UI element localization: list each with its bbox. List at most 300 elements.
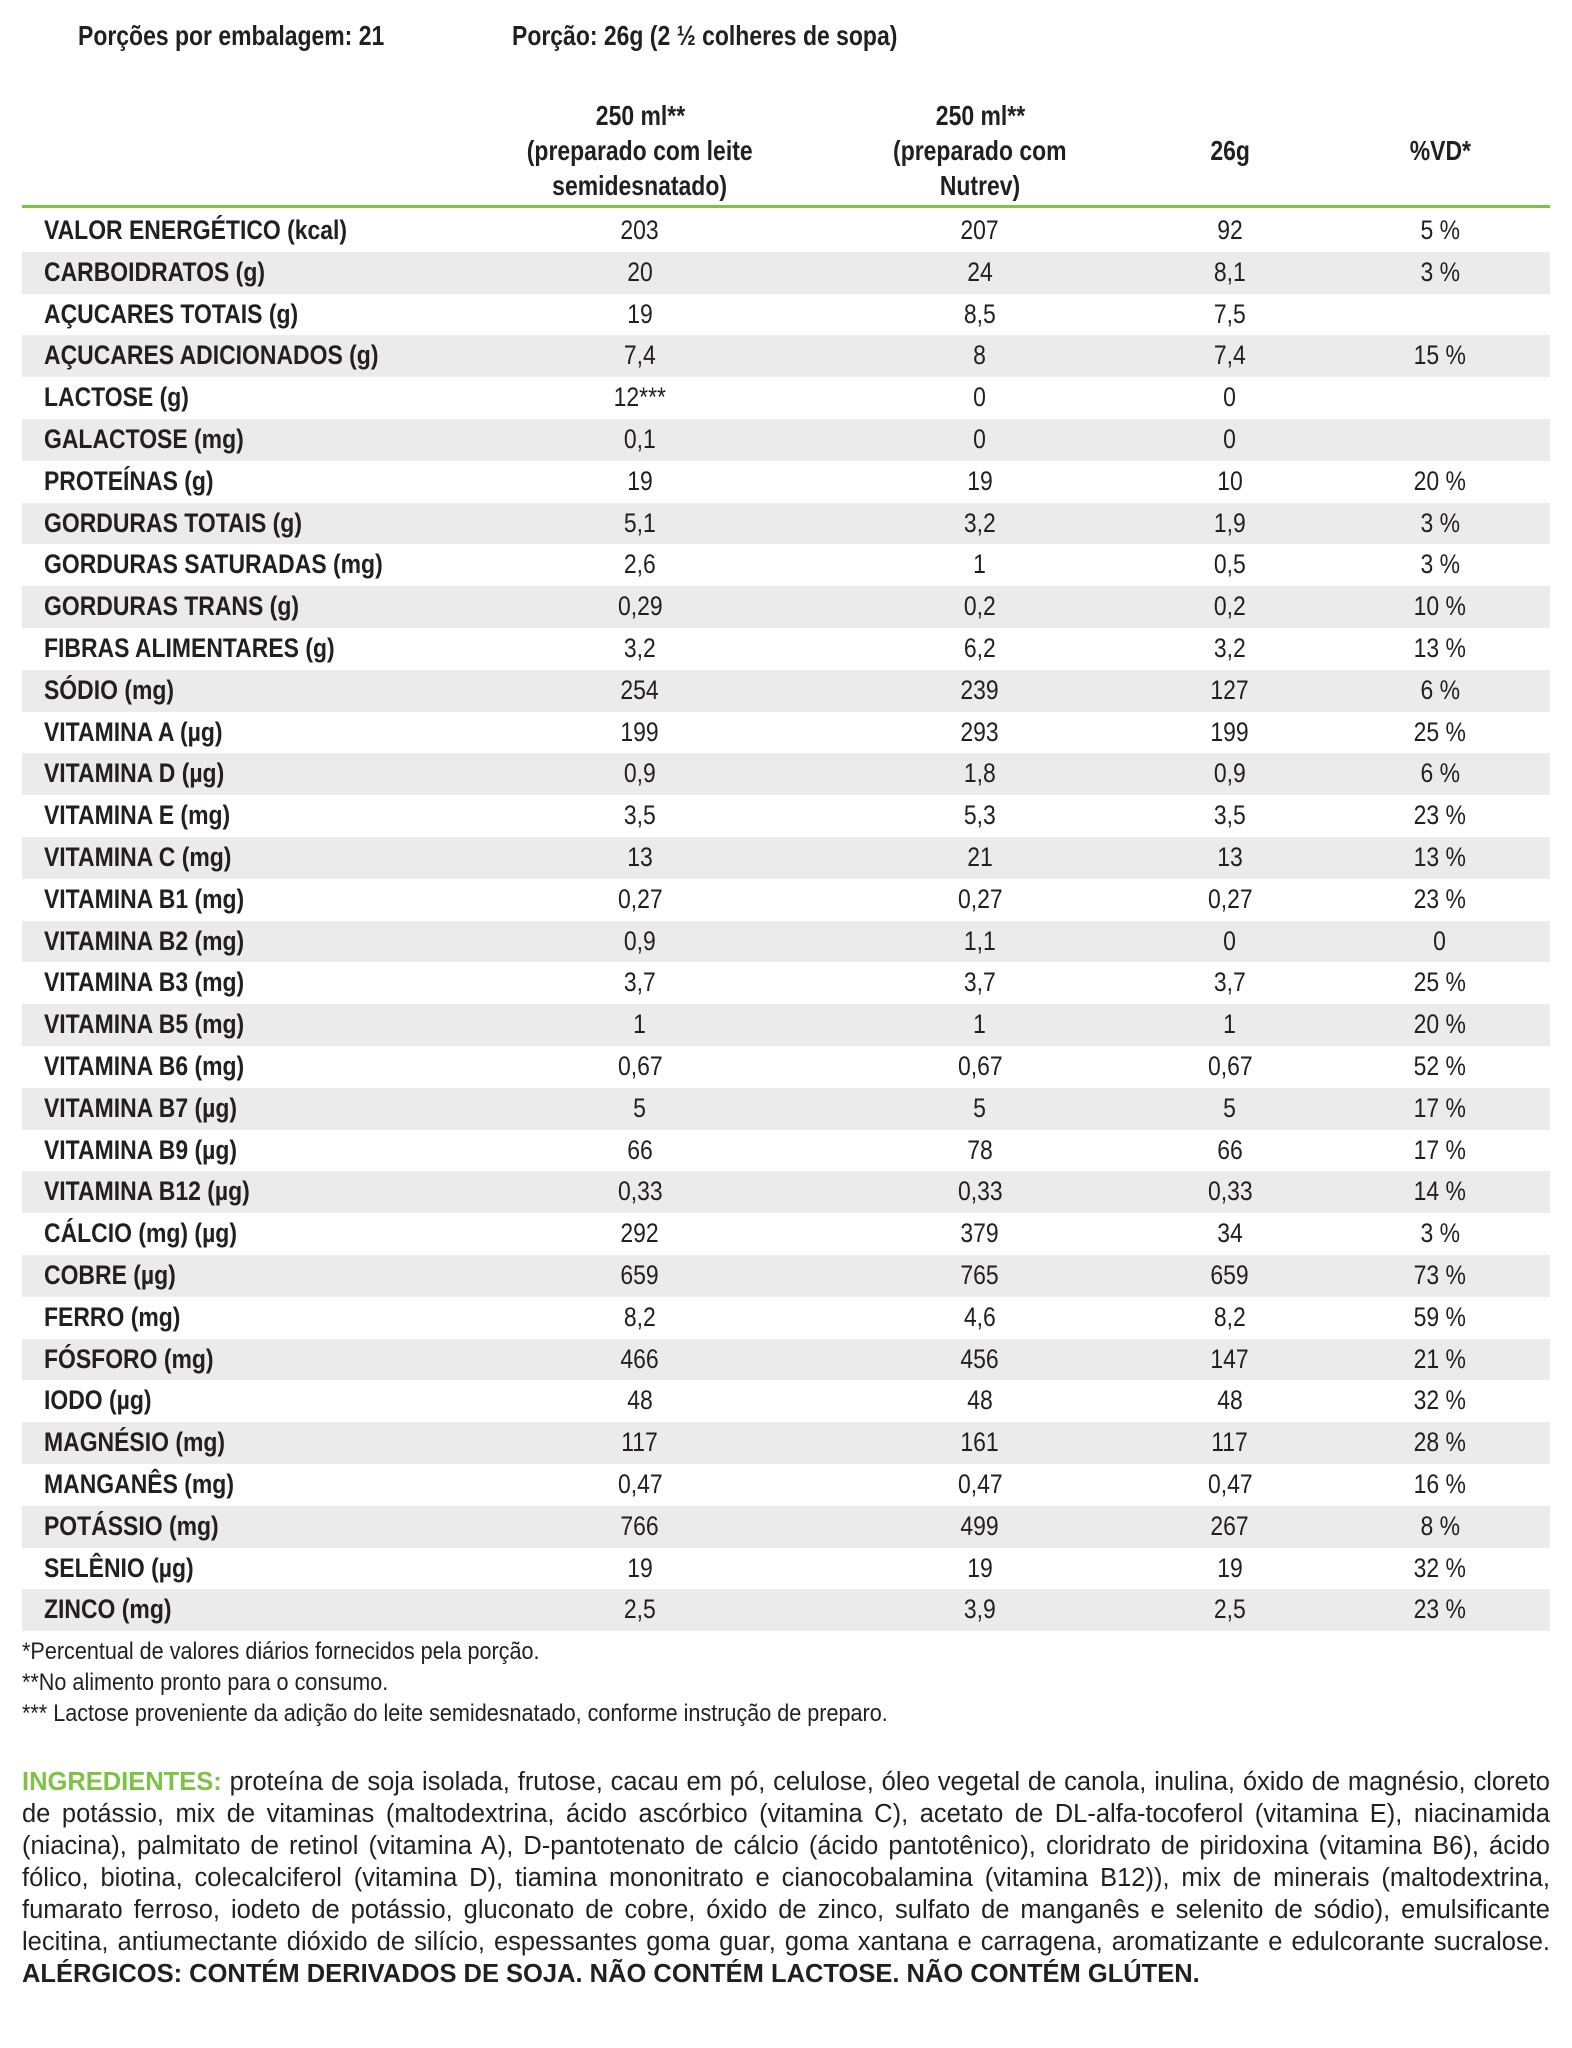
- table-row: [22, 1589, 1550, 1631]
- table-row: [22, 753, 1550, 795]
- value-nutrev: [840, 503, 1120, 545]
- value-semi-skimmed-text: 19: [627, 465, 653, 496]
- value-per-26g-text: 7,4: [1214, 340, 1246, 371]
- value-nutrev-text: 78: [967, 1134, 993, 1165]
- daily-value: [1380, 1297, 1500, 1339]
- daily-value: [1380, 1589, 1500, 1631]
- value-per-26g-text: 34: [1217, 1218, 1243, 1249]
- value-semi-skimmed-text: 203: [620, 215, 660, 245]
- nutrient-name: [44, 419, 279, 461]
- daily-value-text: 16 %: [1413, 1468, 1467, 1499]
- table-row: [22, 377, 1550, 419]
- value-semi-skimmed: [500, 335, 780, 377]
- daily-value-text: 0: [1433, 925, 1447, 956]
- nutrient-name-text: VITAMINA A (µg): [44, 716, 223, 747]
- value-per-26g-text: 1: [1223, 1009, 1237, 1040]
- daily-value-text: 10 %: [1413, 591, 1467, 622]
- nutrient-name-text: POTÁSSIO (mg): [44, 1510, 219, 1541]
- daily-value: [1380, 1339, 1500, 1381]
- value-nutrev: [840, 795, 1120, 837]
- value-nutrev: [840, 1130, 1120, 1172]
- daily-value: [1380, 586, 1500, 628]
- daily-value: [1380, 712, 1500, 754]
- value-nutrev-text: 4,6: [964, 1301, 996, 1332]
- value-semi-skimmed-text: 766: [620, 1510, 660, 1541]
- value-per-26g-text: 659: [1210, 1259, 1250, 1290]
- value-nutrev-text: 3,7: [964, 967, 996, 998]
- value-per-26g: [1160, 1339, 1300, 1381]
- daily-value-text: 32 %: [1413, 1552, 1467, 1583]
- table-row: [22, 628, 1550, 670]
- value-semi-skimmed: [500, 1171, 780, 1213]
- nutrient-name: [44, 252, 304, 294]
- daily-value: [1380, 1464, 1500, 1506]
- daily-value-text: 20 %: [1413, 1009, 1467, 1040]
- value-per-26g-text: 0,47: [1207, 1468, 1253, 1499]
- daily-value: [1380, 628, 1500, 670]
- nutrient-name: [44, 1297, 204, 1339]
- value-per-26g: [1160, 461, 1300, 503]
- daily-value-text: 5 %: [1420, 215, 1460, 245]
- nutrient-name-text: GALACTOSE (mg): [44, 423, 244, 454]
- value-per-26g: [1160, 1046, 1300, 1088]
- value-per-26g-text: 0: [1223, 382, 1237, 413]
- value-nutrev-text: 3,9: [964, 1594, 996, 1625]
- value-semi-skimmed-text: 0,27: [617, 883, 663, 914]
- daily-value: [1380, 1255, 1500, 1297]
- table-row: [22, 1380, 1550, 1422]
- value-nutrev-text: 1: [973, 549, 987, 580]
- value-per-26g: [1160, 544, 1300, 586]
- value-semi-skimmed-text: 2,6: [624, 549, 656, 580]
- daily-value: [1380, 294, 1500, 336]
- value-nutrev: [840, 879, 1120, 921]
- value-per-26g-text: 199: [1210, 716, 1250, 747]
- nutrient-name: [44, 1088, 271, 1130]
- daily-value-text: 32 %: [1413, 1385, 1467, 1416]
- value-per-26g: [1160, 1130, 1300, 1172]
- column-header-line: (preparado com: [893, 135, 1067, 166]
- value-nutrev: [840, 1255, 1120, 1297]
- value-semi-skimmed-text: 5: [633, 1092, 647, 1123]
- daily-value: [1380, 921, 1500, 963]
- value-nutrev-text: 19: [967, 1552, 993, 1583]
- value-semi-skimmed: [500, 1339, 780, 1381]
- value-nutrev-text: 239: [960, 674, 1000, 705]
- nutrient-name: [44, 837, 264, 879]
- value-per-26g-text: 92: [1217, 215, 1243, 245]
- nutrient-name-text: VALOR ENERGÉTICO (kcal): [44, 215, 348, 245]
- table-row: [22, 1171, 1550, 1213]
- nutrient-name-text: VITAMINA B5 (mg): [44, 1009, 245, 1040]
- value-semi-skimmed: [500, 1380, 780, 1422]
- value-nutrev-text: 0,27: [957, 883, 1003, 914]
- value-per-26g-text: 5: [1223, 1092, 1237, 1123]
- value-semi-skimmed: [500, 1422, 780, 1464]
- value-nutrev: [840, 1380, 1120, 1422]
- value-semi-skimmed: [500, 1548, 780, 1590]
- daily-value: [1380, 210, 1500, 252]
- daily-value: [1380, 1506, 1500, 1548]
- value-semi-skimmed: [500, 670, 780, 712]
- table-row: [22, 252, 1550, 294]
- value-nutrev: [840, 921, 1120, 963]
- value-semi-skimmed-text: 199: [620, 716, 660, 747]
- value-nutrev: [840, 712, 1120, 754]
- daily-value-text: 3 %: [1420, 507, 1460, 538]
- value-per-26g: [1160, 1171, 1300, 1213]
- value-per-26g-text: 117: [1211, 1427, 1249, 1458]
- nutrient-name: [44, 1422, 257, 1464]
- value-nutrev-text: 8,5: [964, 298, 996, 329]
- nutrient-name-text: LACTOSE (g): [44, 382, 189, 413]
- nutrient-name: [44, 712, 254, 754]
- value-nutrev-text: 8: [973, 340, 987, 371]
- value-semi-skimmed: [500, 628, 780, 670]
- daily-value-text: 3 %: [1420, 549, 1460, 580]
- daily-value: [1380, 335, 1500, 377]
- value-per-26g: [1160, 1380, 1300, 1422]
- daily-value-text: 25 %: [1413, 716, 1467, 747]
- value-per-26g: [1160, 795, 1300, 837]
- value-nutrev-text: 5: [973, 1092, 987, 1123]
- value-per-26g: [1160, 1422, 1300, 1464]
- nutrient-name: [44, 210, 401, 252]
- nutrient-name: [44, 1255, 199, 1297]
- daily-value-text: 15 %: [1413, 340, 1467, 371]
- daily-value-text: 13 %: [1413, 632, 1467, 663]
- value-nutrev-text: 379: [960, 1218, 1000, 1249]
- table-row: [22, 921, 1550, 963]
- value-nutrev: [840, 1589, 1120, 1631]
- value-nutrev: [840, 294, 1120, 336]
- table-row: [22, 210, 1550, 252]
- table-row: [22, 1088, 1550, 1130]
- nutrient-name: [44, 1046, 280, 1088]
- table-row: [22, 294, 1550, 336]
- table-row: [22, 1130, 1550, 1172]
- daily-value-text: 8 %: [1420, 1510, 1460, 1541]
- nutrient-name-text: VITAMINA B3 (mg): [44, 967, 245, 998]
- value-semi-skimmed: [500, 1004, 780, 1046]
- daily-value-text: 17 %: [1413, 1092, 1467, 1123]
- value-per-26g: [1160, 1088, 1300, 1130]
- daily-value: [1380, 1548, 1500, 1590]
- nutrient-name: [44, 294, 343, 336]
- nutrient-name: [44, 879, 280, 921]
- value-per-26g-text: 0,67: [1207, 1050, 1253, 1081]
- footnote: **No alimento pronto para o consumo.: [22, 1669, 389, 1696]
- nutrient-name-text: GORDURAS SATURADAS (mg): [44, 549, 383, 580]
- value-nutrev-text: 5,3: [964, 800, 996, 831]
- value-per-26g: [1160, 962, 1300, 1004]
- table-row: [22, 1548, 1550, 1590]
- table-row: [22, 670, 1550, 712]
- value-per-26g: [1160, 670, 1300, 712]
- nutrient-name: [44, 1130, 271, 1172]
- daily-value: [1380, 1046, 1500, 1088]
- table-row: [22, 1213, 1550, 1255]
- value-nutrev-text: 161: [960, 1427, 1000, 1458]
- nutrient-name: [44, 1548, 220, 1590]
- value-per-26g-text: 0: [1223, 925, 1237, 956]
- daily-value-text: 52 %: [1413, 1050, 1467, 1081]
- table-row: [22, 879, 1550, 921]
- nutrient-name-text: VITAMINA B1 (mg): [44, 883, 245, 914]
- value-semi-skimmed-text: 659: [620, 1259, 660, 1290]
- nutrient-name-text: VITAMINA B7 (µg): [44, 1092, 237, 1123]
- table-row: [22, 962, 1550, 1004]
- nutrient-name: [44, 1004, 280, 1046]
- column-header-line: %VD*: [1409, 135, 1471, 166]
- value-nutrev: [840, 1548, 1120, 1590]
- value-semi-skimmed-text: 12***: [613, 382, 667, 413]
- value-semi-skimmed: [500, 252, 780, 294]
- nutrient-name: [44, 1506, 250, 1548]
- nutrient-name: [44, 503, 348, 545]
- nutrient-name: [44, 1213, 271, 1255]
- value-nutrev: [840, 1506, 1120, 1548]
- table-row: [22, 712, 1550, 754]
- nutrient-name-text: FÓSFORO (mg): [44, 1343, 214, 1374]
- daily-value-text: 17 %: [1413, 1134, 1467, 1165]
- value-semi-skimmed: [500, 1088, 780, 1130]
- nutrient-name-text: ZINCO (mg): [44, 1594, 172, 1625]
- footnote: *** Lactose proveniente da adição do leite semidesnatado, conforme instrução de preparo.: [22, 1700, 888, 1727]
- nutrient-name: [44, 1380, 171, 1422]
- value-nutrev: [840, 1046, 1120, 1088]
- value-semi-skimmed: [500, 962, 780, 1004]
- value-nutrev: [840, 1171, 1120, 1213]
- value-nutrev: [840, 1004, 1120, 1046]
- daily-value-text: 14 %: [1413, 1176, 1467, 1207]
- nutrient-name: [44, 377, 215, 419]
- nutrient-name: [44, 544, 443, 586]
- value-semi-skimmed-text: 8,2: [624, 1301, 656, 1332]
- value-per-26g-text: 0,9: [1214, 758, 1246, 789]
- value-semi-skimmed: [500, 1589, 780, 1631]
- value-nutrev-text: 0,33: [957, 1176, 1003, 1207]
- value-nutrev-text: 456: [960, 1343, 1000, 1374]
- nutrient-name: [44, 461, 244, 503]
- value-nutrev: [840, 544, 1120, 586]
- allergens-text: ALÉRGICOS: CONTÉM DERIVADOS DE SOJA. NÃO CONTÉM LACTOSE. NÃO CONTÉM GLÚTEN.: [22, 1960, 1200, 1988]
- nutrient-name-text: SÓDIO (mg): [44, 674, 175, 705]
- value-semi-skimmed-text: 20: [627, 256, 653, 287]
- value-semi-skimmed-text: 2,5: [624, 1594, 656, 1625]
- daily-value: [1380, 879, 1500, 921]
- nutrient-name: [44, 1339, 243, 1381]
- nutrient-name-text: PROTEÍNAS (g): [44, 465, 214, 496]
- nutrient-name: [44, 335, 438, 377]
- nutrient-name-text: VITAMINA C (mg): [44, 841, 232, 872]
- value-per-26g-text: 0,33: [1207, 1176, 1253, 1207]
- value-per-26g: [1160, 586, 1300, 628]
- value-nutrev-text: 0,67: [957, 1050, 1003, 1081]
- column-header-line: 250 ml**: [595, 100, 685, 131]
- value-per-26g: [1160, 210, 1300, 252]
- value-per-26g: [1160, 1589, 1300, 1631]
- daily-value: [1380, 837, 1500, 879]
- value-per-26g-text: 0,27: [1207, 883, 1253, 914]
- servings-per-package: Porções por embalagem: 21: [78, 20, 385, 51]
- value-semi-skimmed-text: 0,47: [617, 1468, 663, 1499]
- nutrient-name-text: GORDURAS TRANS (g): [44, 591, 299, 622]
- value-per-26g: [1160, 1464, 1300, 1506]
- daily-value-text: 25 %: [1413, 967, 1467, 998]
- nutrient-name-text: IODO (µg): [44, 1385, 152, 1416]
- value-semi-skimmed-text: 292: [620, 1218, 660, 1249]
- nutrient-name-text: MAGNÉSIO (mg): [44, 1427, 226, 1458]
- value-semi-skimmed: [500, 753, 780, 795]
- value-per-26g: [1160, 1004, 1300, 1046]
- value-per-26g: [1160, 1213, 1300, 1255]
- daily-value: [1380, 377, 1500, 419]
- nutrient-name-text: FIBRAS ALIMENTARES (g): [44, 632, 335, 663]
- table-row: [22, 586, 1550, 628]
- daily-value: [1380, 1213, 1500, 1255]
- value-nutrev: [840, 962, 1120, 1004]
- daily-value: [1380, 544, 1500, 586]
- value-semi-skimmed: [500, 210, 780, 252]
- nutrient-name-text: VITAMINA B12 (µg): [44, 1176, 250, 1207]
- daily-value: [1380, 461, 1500, 503]
- value-semi-skimmed: [500, 1046, 780, 1088]
- daily-value-text: 73 %: [1413, 1259, 1467, 1290]
- value-nutrev: [840, 1339, 1120, 1381]
- value-per-26g-text: 147: [1210, 1343, 1250, 1374]
- value-per-26g: [1160, 377, 1300, 419]
- value-semi-skimmed: [500, 419, 780, 461]
- daily-value: [1380, 1004, 1500, 1046]
- value-per-26g-text: 10: [1217, 465, 1243, 496]
- nutrient-name-text: AÇUCARES ADICIONADOS (g): [44, 340, 379, 371]
- daily-value-text: 20 %: [1413, 465, 1467, 496]
- nutrient-name-text: SELÊNIO (µg): [44, 1552, 194, 1583]
- nutrient-name-text: VITAMINA D (µg): [44, 758, 225, 789]
- table-row: [22, 1506, 1550, 1548]
- value-semi-skimmed-text: 0,67: [617, 1050, 663, 1081]
- value-semi-skimmed-text: 254: [620, 674, 660, 705]
- value-per-26g: [1160, 837, 1300, 879]
- value-per-26g: [1160, 712, 1300, 754]
- value-nutrev-text: 0,2: [964, 591, 996, 622]
- value-nutrev: [840, 461, 1120, 503]
- value-nutrev: [840, 210, 1120, 252]
- value-nutrev: [840, 670, 1120, 712]
- value-nutrev-text: 24: [967, 256, 993, 287]
- value-nutrev-text: 499: [960, 1510, 1000, 1541]
- value-nutrev-text: 48: [967, 1385, 993, 1416]
- value-per-26g: [1160, 1255, 1300, 1297]
- value-nutrev-text: 1: [973, 1009, 987, 1040]
- value-per-26g: [1160, 1506, 1300, 1548]
- value-per-26g: [1160, 419, 1300, 461]
- value-semi-skimmed: [500, 1464, 780, 1506]
- value-semi-skimmed-text: 3,7: [624, 967, 656, 998]
- value-per-26g: [1160, 503, 1300, 545]
- value-semi-skimmed-text: 19: [627, 298, 653, 329]
- table-row: [22, 419, 1550, 461]
- value-per-26g-text: 267: [1210, 1510, 1250, 1541]
- table-row: [22, 335, 1550, 377]
- nutrient-name: [44, 1464, 268, 1506]
- value-semi-skimmed-text: 13: [627, 841, 653, 872]
- value-per-26g-text: 127: [1210, 674, 1250, 705]
- value-per-26g-text: 8,2: [1214, 1301, 1246, 1332]
- value-semi-skimmed: [500, 1130, 780, 1172]
- value-per-26g: [1160, 753, 1300, 795]
- column-header-line: 26g: [1210, 135, 1250, 166]
- value-semi-skimmed-text: 3,5: [624, 800, 656, 831]
- column-header-line: 250 ml**: [935, 100, 1025, 131]
- value-per-26g-text: 0: [1223, 423, 1237, 454]
- value-semi-skimmed-text: 1: [633, 1009, 647, 1040]
- value-per-26g: [1160, 252, 1300, 294]
- value-nutrev-text: 0,47: [957, 1468, 1003, 1499]
- value-semi-skimmed: [500, 1255, 780, 1297]
- value-semi-skimmed-text: 0,1: [624, 423, 656, 454]
- value-semi-skimmed: [500, 586, 780, 628]
- nutrient-name-text: FERRO (mg): [44, 1301, 181, 1332]
- nutrient-name: [44, 795, 263, 837]
- nutrition-table: [22, 210, 1550, 1631]
- value-per-26g: [1160, 1297, 1300, 1339]
- value-per-26g-text: 2,5: [1214, 1594, 1246, 1625]
- nutrient-name-text: VITAMINA B9 (µg): [44, 1134, 237, 1165]
- value-per-26g-text: 48: [1217, 1385, 1243, 1416]
- value-per-26g: [1160, 1548, 1300, 1590]
- value-per-26g: [1160, 628, 1300, 670]
- value-semi-skimmed: [500, 1213, 780, 1255]
- nutrient-name: [44, 962, 280, 1004]
- value-nutrev-text: 0: [973, 423, 987, 454]
- value-per-26g: [1160, 879, 1300, 921]
- value-nutrev-text: 21: [967, 841, 993, 872]
- table-row: [22, 1422, 1550, 1464]
- value-semi-skimmed: [500, 544, 780, 586]
- header-divider: [22, 205, 1550, 208]
- table-row: [22, 1004, 1550, 1046]
- daily-value-text: 21 %: [1413, 1343, 1467, 1374]
- value-per-26g-text: 8,1: [1214, 256, 1246, 287]
- nutrient-name-text: MANGANÊS (mg): [44, 1468, 234, 1499]
- value-nutrev: [840, 377, 1120, 419]
- value-per-26g-text: 19: [1217, 1552, 1243, 1583]
- table-row: [22, 1339, 1550, 1381]
- value-semi-skimmed: [500, 712, 780, 754]
- value-nutrev-text: 3,2: [964, 507, 996, 538]
- nutrient-name: [44, 586, 344, 628]
- value-semi-skimmed-text: 66: [627, 1134, 653, 1165]
- nutrient-name: [44, 670, 197, 712]
- value-per-26g-text: 3,7: [1214, 967, 1246, 998]
- value-semi-skimmed: [500, 837, 780, 879]
- table-row: [22, 1255, 1550, 1297]
- daily-value-text: 6 %: [1420, 674, 1460, 705]
- daily-value-text: 23 %: [1413, 800, 1467, 831]
- value-nutrev: [840, 419, 1120, 461]
- daily-value: [1380, 962, 1500, 1004]
- nutrient-name: [44, 628, 386, 670]
- nutrient-name-text: COBRE (µg): [44, 1259, 176, 1290]
- table-row: [22, 544, 1550, 586]
- table-row: [22, 1297, 1550, 1339]
- column-header-semi-skimmed: [500, 98, 780, 200]
- value-per-26g-text: 7,5: [1214, 298, 1246, 329]
- value-semi-skimmed-text: 5,1: [624, 507, 656, 538]
- value-nutrev-text: 1,8: [964, 758, 996, 789]
